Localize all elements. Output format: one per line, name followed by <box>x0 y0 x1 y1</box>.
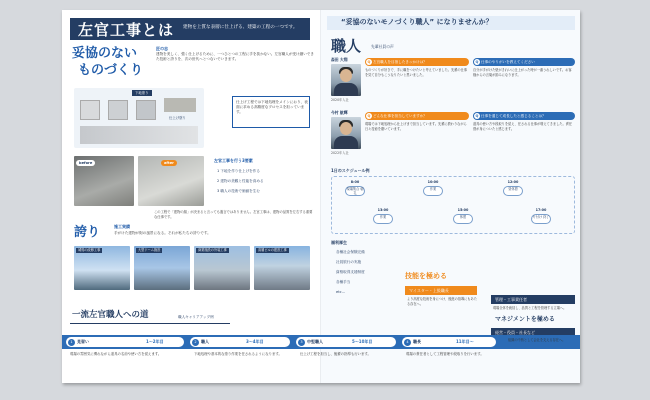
avatar <box>331 117 361 149</box>
benefit-item: 各種社会保険完備 <box>336 250 365 254</box>
schedule-time: 8:00 <box>350 180 360 184</box>
title-band <box>70 18 310 40</box>
schedule-node: 作業 <box>373 214 393 224</box>
step-number: 4 <box>404 339 411 346</box>
person-name: 森田 大翔 <box>331 57 348 62</box>
brochure-spread <box>62 10 580 383</box>
schedule-node: 休憩 <box>453 214 473 224</box>
avatar <box>331 64 361 96</box>
right-page <box>321 10 580 383</box>
benefit-item: 各種手当 <box>336 280 351 284</box>
answer-text: 道具の使い方や段取りを覚え、任される仕事が増えてきました。責任感が身についたと感じます。 <box>473 122 573 131</box>
schedule-node: 作業 <box>423 186 443 196</box>
pride-text: 手がけた建物が街の風景になる。それが私たちの誇りです。 <box>114 231 211 235</box>
benefit-item: 社員旅行の実施 <box>336 260 362 264</box>
step-number: 2 <box>192 339 199 346</box>
step-desc: 現場の責任者として工程管理や段取りを行います。 <box>406 352 484 356</box>
wall-section <box>80 126 198 144</box>
diagram-finish: 仕上げ塗り <box>169 116 186 120</box>
person-year: 2020年入社 <box>331 98 349 102</box>
question-row: Q 左官職人を目指したきっかけは？ <box>365 58 469 66</box>
work-tag: 大型ドーム施設 <box>138 248 161 252</box>
page-title: 左官工事とは <box>78 21 175 39</box>
question-text: どんな仕事を担当していますか？ <box>373 114 427 118</box>
block-2 <box>108 100 128 120</box>
skill-desc: より高度な技術を身につけ、後進の指導にもあたる存在へ。 <box>407 297 477 306</box>
mgmt-item: 管理・工事責任者 <box>491 295 575 304</box>
career-step <box>66 337 184 347</box>
caption-text: この工程で「建物の顔」が決まると言っても過言ではありません。左官工事は、建物の品質を左右する重要な仕事です。 <box>154 210 313 219</box>
slogan-line-1: 妥協のない <box>72 46 138 61</box>
process-diagram <box>74 88 204 148</box>
point-item: 3 職人の技術で価値を生む <box>217 189 260 193</box>
person-name: 今村 航輝 <box>331 110 348 115</box>
question-text: 仕事を通じて成長したと感じることは？ <box>481 114 546 118</box>
note-text: 仕上げ工程では下地処理をメインにおり、表面に求める高精度なプロセスを担っています。 <box>236 100 308 115</box>
after-label: after <box>161 160 177 166</box>
section-label: 匠の志 <box>156 46 168 51</box>
skill-item: マイスター・上級職長 <box>405 286 477 295</box>
schedule-node: 現場集合 朝礼 <box>346 187 364 195</box>
answer-text: 自分が手がけた壁がきれいに仕上がった時が一番うれしいです。お客様からの言葉が励みになります。 <box>473 68 572 77</box>
step-label: 見習い <box>77 339 89 344</box>
mgmt-desc: 組織の中核として会社を支える存在へ。 <box>508 338 566 342</box>
skill-title: 技能を極める <box>405 272 447 280</box>
voice-subtitle: 先輩社員の声 <box>371 44 394 49</box>
road-subtitle: 職人キャリアアップ例 <box>178 315 214 319</box>
step-desc: 仕上げ工程を担当し、後輩の指導も行います。 <box>300 352 371 356</box>
step-number: 3 <box>298 339 305 346</box>
left-page <box>62 10 321 383</box>
points-list <box>212 166 312 196</box>
step-desc: 現場の雰囲気に慣れながら道具の名前や使い方を覚えます。 <box>70 352 162 356</box>
slogan-line-2: ものづくり <box>78 63 144 78</box>
headline: “妥協のないモノづくり職人” になりませんか？ <box>341 18 493 26</box>
headline-band <box>327 16 575 30</box>
question-row: Q どんな仕事を担当していますか？ <box>365 112 469 120</box>
schedule-time: 10:00 <box>427 180 439 184</box>
step-period: 11年目〜 <box>456 339 474 344</box>
step-label: 職人 <box>201 339 209 344</box>
step-label: 職長 <box>413 339 421 344</box>
trowel-photo <box>164 98 196 112</box>
schedule-time: 13:00 <box>377 208 389 212</box>
work-tag: 城郭の改修工事 <box>78 248 101 252</box>
schedule-node: 片付け 終了 <box>531 214 551 224</box>
step-period: 3〜4年目 <box>246 339 264 344</box>
points-title: 左官工事を行う3要素 <box>214 158 253 163</box>
pride-title: 誇り <box>74 225 101 240</box>
voice-title: 職人 <box>331 37 362 55</box>
schedule-panel <box>331 176 575 234</box>
question-row: Q 仕事を通じて成長したと感じることは？ <box>473 112 575 120</box>
step-period: 1〜2年目 <box>146 339 164 344</box>
schedule-time: 17:00 <box>535 208 547 212</box>
note-box <box>232 96 310 128</box>
benefits-list <box>331 247 391 297</box>
before-label: before <box>76 160 95 166</box>
point-item: 1 下地を作り仕上げを作る <box>217 169 260 173</box>
question-text: 左官職人を目指したきっかけは？ <box>373 60 427 64</box>
mgmt-desc: 現場全体を統括し、品質と工程を管理する立場へ。 <box>493 306 567 310</box>
schedule-title: 1日のスケジュール例 <box>331 168 370 173</box>
point-item: 2 建物の美観と性能を高める <box>217 179 264 183</box>
step-desc: 下地処理や基本的な塗り作業を任されるようになります。 <box>194 352 282 356</box>
pride-label: 施工実績 <box>114 224 130 229</box>
person-year: 2022年入社 <box>331 151 349 155</box>
block-1 <box>80 100 100 120</box>
intro-text: 建物を美しく、強く仕上げるために、一つひとつの工程に手を抜かない。左官職人が受け継いできた技術と誇りを、次の世代へとつないでいきます。 <box>156 52 314 62</box>
step-label: 中堅職人 <box>307 339 323 344</box>
schedule-time: 15:00 <box>457 208 469 212</box>
question-row: Q 仕事のやりがいを教えてください <box>473 58 575 66</box>
question-text: 仕事のやりがいを教えてください <box>481 60 535 64</box>
career-step <box>190 337 290 347</box>
career-step <box>296 337 396 347</box>
mgmt-title: マネジメントを極める <box>495 316 555 323</box>
page-subtitle: 建物を上質な表層に仕上げる、建築の工程の一つです。 <box>183 25 298 30</box>
diagram-label: 下地塗り <box>132 90 152 96</box>
schedule-time: 12:00 <box>507 180 519 184</box>
benefits-title: 福利厚生 <box>331 240 347 245</box>
work-tag: 高層ビルの建設工事 <box>258 248 287 252</box>
step-number: 1 <box>68 339 75 346</box>
answer-text: ものづくりが好きで、手に職をつけたいと考えていました。先輩の仕事を見て自分もこうなりたいと思いました。 <box>365 68 467 77</box>
answer-text: 現場では下地処理から仕上げまで担当しています。先輩に教わりながら日々技術を磨いています。 <box>365 122 467 131</box>
mgmt-item: 経営・役員・社長など <box>491 328 575 337</box>
benefit-item: etc... <box>336 290 346 294</box>
road-title: 一流左官職人への道 <box>72 310 149 320</box>
road-heading <box>70 310 230 324</box>
step-period: 5〜10年目 <box>352 339 373 344</box>
benefit-item: 資格取得支援制度 <box>336 270 365 274</box>
career-step <box>402 337 496 347</box>
work-tag: 商業施設の外装工事 <box>198 248 227 252</box>
schedule-node: 昼休憩 <box>503 186 523 196</box>
block-3 <box>136 100 156 120</box>
